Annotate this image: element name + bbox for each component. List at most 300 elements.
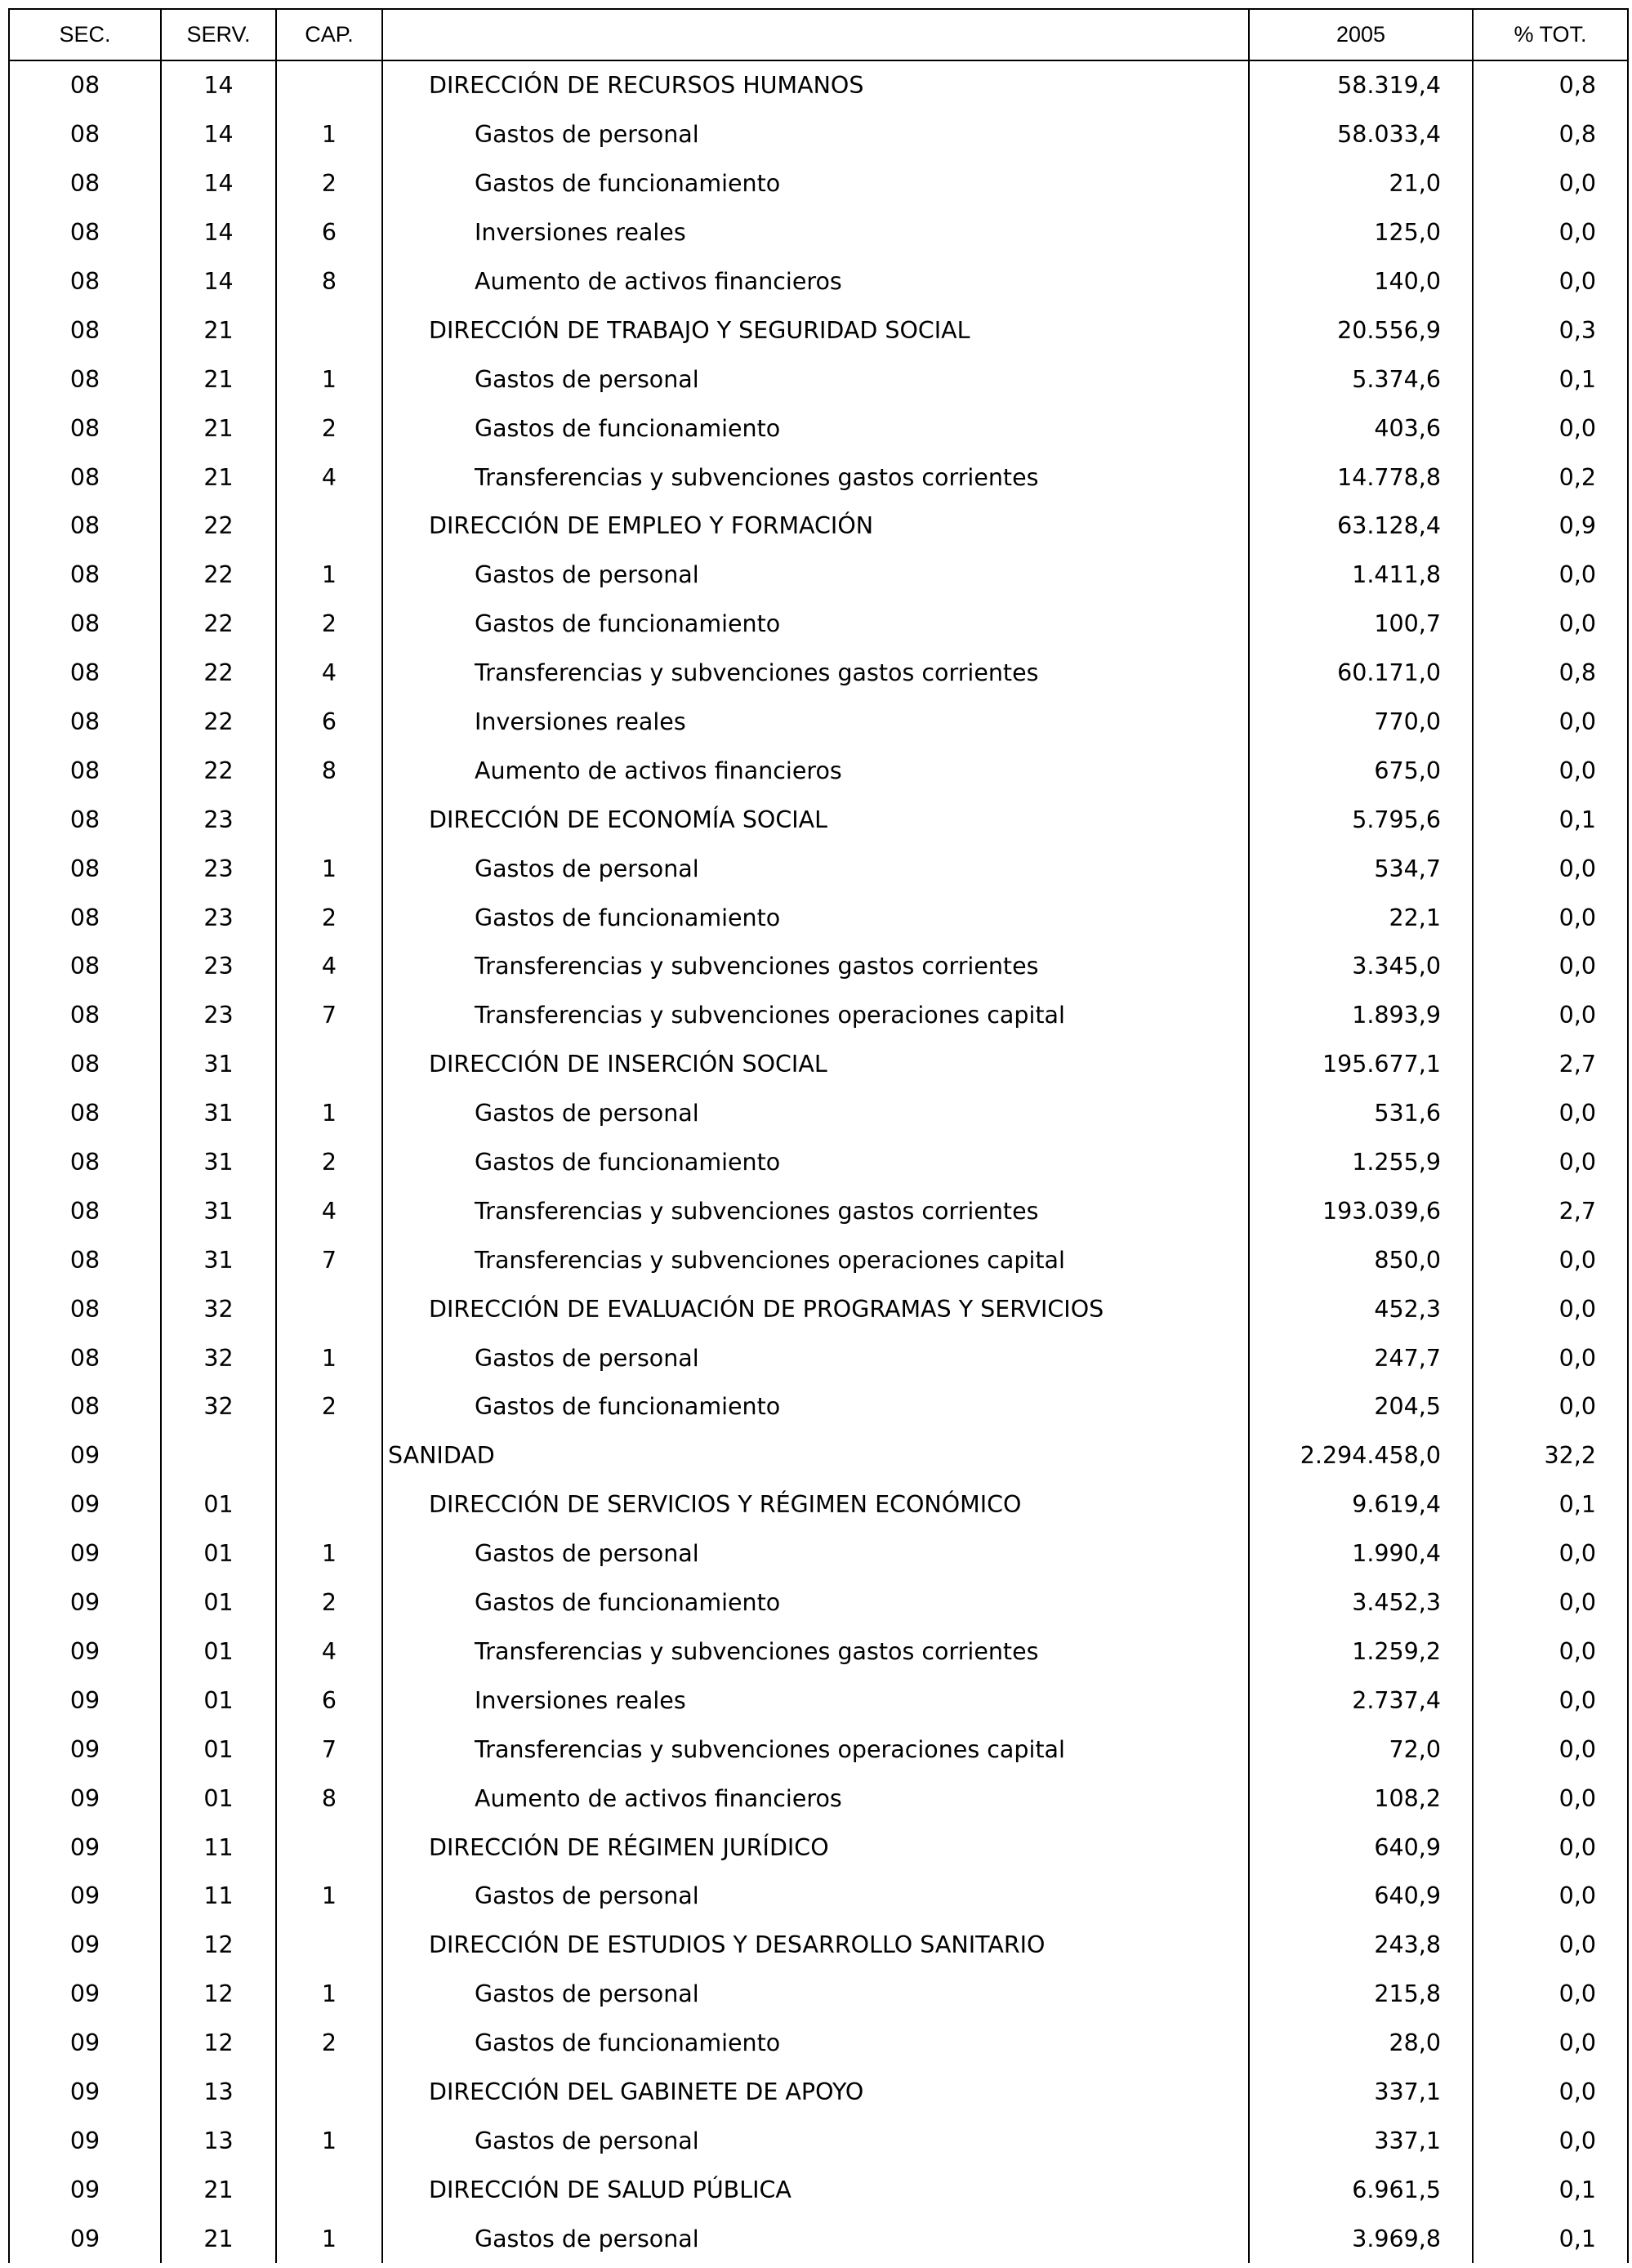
cell-amount: 108,2 <box>1249 1774 1473 1823</box>
cell-cap: 2 <box>276 404 382 453</box>
table-row <box>9 1431 1628 1480</box>
table-row <box>9 1676 1628 1725</box>
cell-percent: 0,0 <box>1473 159 1628 208</box>
cell-percent: 0,0 <box>1473 1578 1628 1627</box>
cell-percent: 0,0 <box>1473 2019 1628 2068</box>
cell-amount: 2.294.458,0 <box>1249 1431 1473 1480</box>
cell-description: DIRECCIÓN DE RECURSOS HUMANOS <box>382 60 1249 110</box>
cell-cap: 7 <box>276 1235 382 1284</box>
cell-percent: 0,9 <box>1473 502 1628 551</box>
cell-sec: 08 <box>9 991 161 1040</box>
cell-serv: 11 <box>161 1872 276 1921</box>
cell-percent: 0,0 <box>1473 1627 1628 1676</box>
table-row <box>9 991 1628 1040</box>
cell-sec: 09 <box>9 2068 161 2117</box>
cell-sec: 08 <box>9 698 161 747</box>
cell-amount: 640,9 <box>1249 1872 1473 1921</box>
cell-amount: 531,6 <box>1249 1089 1473 1138</box>
table-row <box>9 844 1628 893</box>
cell-description: Gastos de personal <box>382 2116 1249 2165</box>
cell-serv: 13 <box>161 2068 276 2117</box>
cell-description: DIRECCIÓN DE RÉGIMEN JURÍDICO <box>382 1823 1249 1872</box>
cell-serv: 01 <box>161 1480 276 1529</box>
budget-table <box>8 8 1629 2263</box>
cell-cap <box>276 1823 382 1872</box>
cell-percent: 0,0 <box>1473 1138 1628 1187</box>
cell-cap: 1 <box>276 1529 382 1578</box>
table-row <box>9 795 1628 844</box>
cell-sec: 08 <box>9 649 161 698</box>
cell-description: Gastos de funcionamiento <box>382 1138 1249 1187</box>
cell-cap: 4 <box>276 1186 382 1235</box>
cell-cap: 1 <box>276 2214 382 2263</box>
cell-percent: 0,0 <box>1473 404 1628 453</box>
cell-description: Aumento de activos financieros <box>382 746 1249 795</box>
cell-percent: 32,2 <box>1473 1431 1628 1480</box>
cell-percent: 0,0 <box>1473 1284 1628 1333</box>
cell-cap: 2 <box>276 1382 382 1431</box>
cell-percent: 0,0 <box>1473 1823 1628 1872</box>
cell-sec: 08 <box>9 1235 161 1284</box>
cell-percent: 0,0 <box>1473 1235 1628 1284</box>
header-year: 2005 <box>1249 9 1473 60</box>
cell-amount: 5.795,6 <box>1249 795 1473 844</box>
cell-cap: 8 <box>276 257 382 306</box>
table-row <box>9 893 1628 942</box>
cell-amount: 125,0 <box>1249 208 1473 257</box>
table-row <box>9 2116 1628 2165</box>
cell-serv: 01 <box>161 1578 276 1627</box>
cell-amount: 337,1 <box>1249 2068 1473 2117</box>
cell-amount: 28,0 <box>1249 2019 1473 2068</box>
cell-amount: 247,7 <box>1249 1333 1473 1382</box>
table-row <box>9 110 1628 159</box>
cell-cap: 1 <box>276 355 382 404</box>
cell-description: Gastos de funcionamiento <box>382 893 1249 942</box>
cell-sec: 09 <box>9 2116 161 2165</box>
cell-percent: 0,1 <box>1473 355 1628 404</box>
cell-sec: 09 <box>9 2165 161 2214</box>
cell-percent: 0,1 <box>1473 1480 1628 1529</box>
cell-description: Gastos de funcionamiento <box>382 404 1249 453</box>
table-row <box>9 1235 1628 1284</box>
table-row <box>9 2019 1628 2068</box>
cell-serv: 32 <box>161 1333 276 1382</box>
cell-serv: 01 <box>161 1774 276 1823</box>
cell-percent: 0,0 <box>1473 1382 1628 1431</box>
cell-sec: 08 <box>9 257 161 306</box>
cell-description: Transferencias y subvenciones gastos corrientes <box>382 649 1249 698</box>
cell-cap <box>276 1921 382 1970</box>
cell-cap: 6 <box>276 698 382 747</box>
cell-serv: 32 <box>161 1284 276 1333</box>
table-row <box>9 453 1628 502</box>
cell-sec: 09 <box>9 1431 161 1480</box>
cell-percent: 0,1 <box>1473 2214 1628 2263</box>
cell-serv: 01 <box>161 1725 276 1774</box>
table-row <box>9 1970 1628 2019</box>
cell-cap: 1 <box>276 110 382 159</box>
cell-sec: 08 <box>9 404 161 453</box>
table-row <box>9 2068 1628 2117</box>
cell-amount: 640,9 <box>1249 1823 1473 1872</box>
cell-serv: 22 <box>161 600 276 649</box>
cell-description: Gastos de personal <box>382 110 1249 159</box>
cell-serv: 31 <box>161 1040 276 1089</box>
table-row <box>9 1823 1628 1872</box>
cell-serv: 23 <box>161 795 276 844</box>
table-body <box>9 60 1628 2263</box>
cell-description: Aumento de activos financieros <box>382 257 1249 306</box>
table-row <box>9 600 1628 649</box>
cell-serv: 13 <box>161 2116 276 2165</box>
cell-sec: 09 <box>9 2214 161 2263</box>
cell-serv: 23 <box>161 991 276 1040</box>
cell-serv: 11 <box>161 1823 276 1872</box>
cell-serv: 31 <box>161 1235 276 1284</box>
cell-sec: 09 <box>9 1921 161 1970</box>
header-row <box>9 9 1628 60</box>
cell-sec: 09 <box>9 1480 161 1529</box>
cell-description: Gastos de personal <box>382 355 1249 404</box>
cell-percent: 0,0 <box>1473 942 1628 991</box>
cell-percent: 2,7 <box>1473 1040 1628 1089</box>
cell-percent: 0,0 <box>1473 893 1628 942</box>
header-sec: SEC. <box>9 9 161 60</box>
table-row <box>9 355 1628 404</box>
cell-sec: 08 <box>9 600 161 649</box>
cell-cap: 2 <box>276 600 382 649</box>
cell-sec: 08 <box>9 306 161 355</box>
cell-sec: 08 <box>9 1138 161 1187</box>
cell-sec: 08 <box>9 746 161 795</box>
cell-sec: 08 <box>9 795 161 844</box>
cell-description: Transferencias y subvenciones gastos corrientes <box>382 1627 1249 1676</box>
cell-description: Transferencias y subvenciones gastos corrientes <box>382 1186 1249 1235</box>
cell-cap: 2 <box>276 2019 382 2068</box>
cell-amount: 6.961,5 <box>1249 2165 1473 2214</box>
cell-sec: 09 <box>9 1627 161 1676</box>
cell-serv: 21 <box>161 2214 276 2263</box>
cell-sec: 09 <box>9 1578 161 1627</box>
cell-sec: 08 <box>9 110 161 159</box>
cell-description: Gastos de funcionamiento <box>382 1382 1249 1431</box>
cell-sec: 09 <box>9 2019 161 2068</box>
cell-percent: 0,0 <box>1473 208 1628 257</box>
cell-percent: 0,8 <box>1473 649 1628 698</box>
cell-description: Transferencias y subvenciones operaciones capital <box>382 1725 1249 1774</box>
header-cap: CAP. <box>276 9 382 60</box>
cell-description: DIRECCIÓN DE SALUD PÚBLICA <box>382 2165 1249 2214</box>
cell-description: DIRECCIÓN DE EVALUACIÓN DE PROGRAMAS Y SERVICIOS <box>382 1284 1249 1333</box>
cell-description: Gastos de funcionamiento <box>382 1578 1249 1627</box>
cell-cap: 1 <box>276 1089 382 1138</box>
cell-sec: 09 <box>9 1676 161 1725</box>
cell-amount: 14.778,8 <box>1249 453 1473 502</box>
cell-serv: 14 <box>161 159 276 208</box>
cell-percent: 0,0 <box>1473 2116 1628 2165</box>
cell-sec: 08 <box>9 453 161 502</box>
cell-serv: 31 <box>161 1186 276 1235</box>
cell-cap: 4 <box>276 1627 382 1676</box>
cell-cap <box>276 60 382 110</box>
cell-description: Gastos de personal <box>382 1333 1249 1382</box>
cell-amount: 850,0 <box>1249 1235 1473 1284</box>
table-row <box>9 159 1628 208</box>
cell-description: Gastos de personal <box>382 844 1249 893</box>
cell-cap: 2 <box>276 1578 382 1627</box>
cell-serv: 21 <box>161 453 276 502</box>
cell-description: DIRECCIÓN DE TRABAJO Y SEGURIDAD SOCIAL <box>382 306 1249 355</box>
cell-cap: 1 <box>276 551 382 600</box>
cell-amount: 5.374,6 <box>1249 355 1473 404</box>
cell-serv: 21 <box>161 306 276 355</box>
cell-sec: 08 <box>9 1089 161 1138</box>
table-row <box>9 257 1628 306</box>
table-row <box>9 551 1628 600</box>
table-row <box>9 1480 1628 1529</box>
cell-serv: 21 <box>161 355 276 404</box>
cell-description: Gastos de funcionamiento <box>382 159 1249 208</box>
table-row <box>9 1774 1628 1823</box>
cell-percent: 0,0 <box>1473 1676 1628 1725</box>
cell-sec: 08 <box>9 159 161 208</box>
cell-sec: 08 <box>9 208 161 257</box>
cell-cap <box>276 1431 382 1480</box>
cell-sec: 08 <box>9 60 161 110</box>
cell-description: Gastos de personal <box>382 1529 1249 1578</box>
cell-percent: 0,0 <box>1473 1921 1628 1970</box>
cell-percent: 0,1 <box>1473 2165 1628 2214</box>
cell-amount: 452,3 <box>1249 1284 1473 1333</box>
cell-percent: 0,8 <box>1473 110 1628 159</box>
cell-percent: 0,0 <box>1473 2068 1628 2117</box>
table-row <box>9 746 1628 795</box>
cell-cap: 7 <box>276 991 382 1040</box>
cell-amount: 1.255,9 <box>1249 1138 1473 1187</box>
cell-cap <box>276 1480 382 1529</box>
cell-serv: 23 <box>161 844 276 893</box>
cell-amount: 63.128,4 <box>1249 502 1473 551</box>
cell-amount: 72,0 <box>1249 1725 1473 1774</box>
cell-sec: 09 <box>9 1872 161 1921</box>
cell-cap: 1 <box>276 1970 382 2019</box>
cell-description: Transferencias y subvenciones operaciones capital <box>382 1235 1249 1284</box>
cell-cap: 7 <box>276 1725 382 1774</box>
cell-sec: 08 <box>9 1382 161 1431</box>
cell-cap: 8 <box>276 746 382 795</box>
cell-percent: 0,0 <box>1473 257 1628 306</box>
cell-cap <box>276 2068 382 2117</box>
cell-serv: 12 <box>161 1921 276 1970</box>
cell-percent: 0,0 <box>1473 746 1628 795</box>
cell-serv: 31 <box>161 1089 276 1138</box>
cell-description: DIRECCIÓN DE ESTUDIOS Y DESARROLLO SANITARIO <box>382 1921 1249 1970</box>
table-row <box>9 1529 1628 1578</box>
cell-percent: 0,8 <box>1473 60 1628 110</box>
cell-serv: 21 <box>161 404 276 453</box>
cell-serv: 21 <box>161 2165 276 2214</box>
cell-amount: 193.039,6 <box>1249 1186 1473 1235</box>
cell-percent: 0,3 <box>1473 306 1628 355</box>
cell-serv: 22 <box>161 649 276 698</box>
cell-description: DIRECCIÓN DE EMPLEO Y FORMACIÓN <box>382 502 1249 551</box>
cell-amount: 534,7 <box>1249 844 1473 893</box>
table-row <box>9 1284 1628 1333</box>
cell-serv: 22 <box>161 746 276 795</box>
cell-sec: 08 <box>9 502 161 551</box>
table-row <box>9 649 1628 698</box>
cell-amount: 9.619,4 <box>1249 1480 1473 1529</box>
cell-description: Transferencias y subvenciones operaciones capital <box>382 991 1249 1040</box>
table-row <box>9 1333 1628 1382</box>
table-row <box>9 1921 1628 1970</box>
cell-description: Aumento de activos financieros <box>382 1774 1249 1823</box>
cell-sec: 08 <box>9 355 161 404</box>
table-row <box>9 942 1628 991</box>
cell-description: Gastos de personal <box>382 1872 1249 1921</box>
cell-sec: 08 <box>9 1040 161 1089</box>
cell-amount: 3.969,8 <box>1249 2214 1473 2263</box>
table-row <box>9 60 1628 110</box>
cell-serv: 01 <box>161 1627 276 1676</box>
cell-cap: 4 <box>276 942 382 991</box>
header-serv: SERV. <box>161 9 276 60</box>
cell-percent: 0,0 <box>1473 698 1628 747</box>
table-row <box>9 1138 1628 1187</box>
cell-amount: 22,1 <box>1249 893 1473 942</box>
cell-sec: 09 <box>9 1529 161 1578</box>
cell-description: Gastos de funcionamiento <box>382 2019 1249 2068</box>
cell-description: Transferencias y subvenciones gastos corrientes <box>382 942 1249 991</box>
cell-amount: 140,0 <box>1249 257 1473 306</box>
cell-serv: 14 <box>161 110 276 159</box>
cell-sec: 09 <box>9 1725 161 1774</box>
cell-percent: 2,7 <box>1473 1186 1628 1235</box>
cell-amount: 403,6 <box>1249 404 1473 453</box>
cell-description: DIRECCIÓN DEL GABINETE DE APOYO <box>382 2068 1249 2117</box>
cell-amount: 1.411,8 <box>1249 551 1473 600</box>
table-row <box>9 1186 1628 1235</box>
table-row <box>9 698 1628 747</box>
cell-cap: 2 <box>276 159 382 208</box>
cell-description: Gastos de personal <box>382 1089 1249 1138</box>
cell-serv: 22 <box>161 698 276 747</box>
cell-percent: 0,0 <box>1473 551 1628 600</box>
cell-sec: 08 <box>9 1284 161 1333</box>
cell-amount: 195.677,1 <box>1249 1040 1473 1089</box>
cell-amount: 215,8 <box>1249 1970 1473 2019</box>
cell-sec: 09 <box>9 1823 161 1872</box>
cell-serv: 01 <box>161 1529 276 1578</box>
cell-serv: 22 <box>161 502 276 551</box>
cell-description: SANIDAD <box>382 1431 1249 1480</box>
cell-cap <box>276 795 382 844</box>
cell-cap: 6 <box>276 208 382 257</box>
cell-description: DIRECCIÓN DE SERVICIOS Y RÉGIMEN ECONÓMICO <box>382 1480 1249 1529</box>
cell-amount: 675,0 <box>1249 746 1473 795</box>
cell-sec: 08 <box>9 551 161 600</box>
cell-amount: 3.345,0 <box>1249 942 1473 991</box>
cell-percent: 0,0 <box>1473 844 1628 893</box>
cell-cap: 1 <box>276 1872 382 1921</box>
cell-amount: 1.990,4 <box>1249 1529 1473 1578</box>
cell-description: Inversiones reales <box>382 208 1249 257</box>
cell-cap <box>276 2165 382 2214</box>
cell-cap <box>276 502 382 551</box>
table-row <box>9 404 1628 453</box>
table-row <box>9 1578 1628 1627</box>
cell-description: Inversiones reales <box>382 1676 1249 1725</box>
cell-sec: 08 <box>9 893 161 942</box>
table-row <box>9 2214 1628 2263</box>
cell-description: Gastos de personal <box>382 551 1249 600</box>
table-row <box>9 208 1628 257</box>
cell-description: Transferencias y subvenciones gastos corrientes <box>382 453 1249 502</box>
cell-sec: 09 <box>9 1774 161 1823</box>
cell-percent: 0,0 <box>1473 600 1628 649</box>
cell-sec: 08 <box>9 942 161 991</box>
cell-percent: 0,0 <box>1473 1529 1628 1578</box>
cell-serv: 22 <box>161 551 276 600</box>
cell-description: Gastos de personal <box>382 1970 1249 2019</box>
cell-serv: 14 <box>161 60 276 110</box>
cell-amount: 2.737,4 <box>1249 1676 1473 1725</box>
cell-sec: 08 <box>9 844 161 893</box>
table-row <box>9 1040 1628 1089</box>
cell-cap: 8 <box>276 1774 382 1823</box>
cell-amount: 337,1 <box>1249 2116 1473 2165</box>
cell-amount: 58.319,4 <box>1249 60 1473 110</box>
cell-amount: 58.033,4 <box>1249 110 1473 159</box>
cell-sec: 09 <box>9 1970 161 2019</box>
table-row <box>9 306 1628 355</box>
cell-cap: 1 <box>276 1333 382 1382</box>
cell-amount: 1.893,9 <box>1249 991 1473 1040</box>
cell-description: Gastos de funcionamiento <box>382 600 1249 649</box>
cell-amount: 770,0 <box>1249 698 1473 747</box>
table-row <box>9 1872 1628 1921</box>
cell-amount: 20.556,9 <box>1249 306 1473 355</box>
cell-cap <box>276 1040 382 1089</box>
cell-amount: 21,0 <box>1249 159 1473 208</box>
cell-amount: 243,8 <box>1249 1921 1473 1970</box>
cell-cap: 1 <box>276 2116 382 2165</box>
cell-cap: 6 <box>276 1676 382 1725</box>
cell-sec: 08 <box>9 1333 161 1382</box>
cell-amount: 60.171,0 <box>1249 649 1473 698</box>
cell-percent: 0,0 <box>1473 1774 1628 1823</box>
cell-serv <box>161 1431 276 1480</box>
table-row <box>9 2165 1628 2214</box>
cell-serv: 31 <box>161 1138 276 1187</box>
cell-amount: 204,5 <box>1249 1382 1473 1431</box>
table-row <box>9 1382 1628 1431</box>
table-row <box>9 1627 1628 1676</box>
cell-amount: 1.259,2 <box>1249 1627 1473 1676</box>
cell-sec: 08 <box>9 1186 161 1235</box>
header-description <box>382 9 1249 60</box>
cell-cap: 2 <box>276 1138 382 1187</box>
cell-percent: 0,1 <box>1473 795 1628 844</box>
cell-percent: 0,0 <box>1473 1970 1628 2019</box>
cell-cap <box>276 306 382 355</box>
cell-serv: 32 <box>161 1382 276 1431</box>
cell-description: DIRECCIÓN DE INSERCIÓN SOCIAL <box>382 1040 1249 1089</box>
cell-percent: 0,0 <box>1473 1725 1628 1774</box>
table-row <box>9 502 1628 551</box>
cell-percent: 0,0 <box>1473 1872 1628 1921</box>
